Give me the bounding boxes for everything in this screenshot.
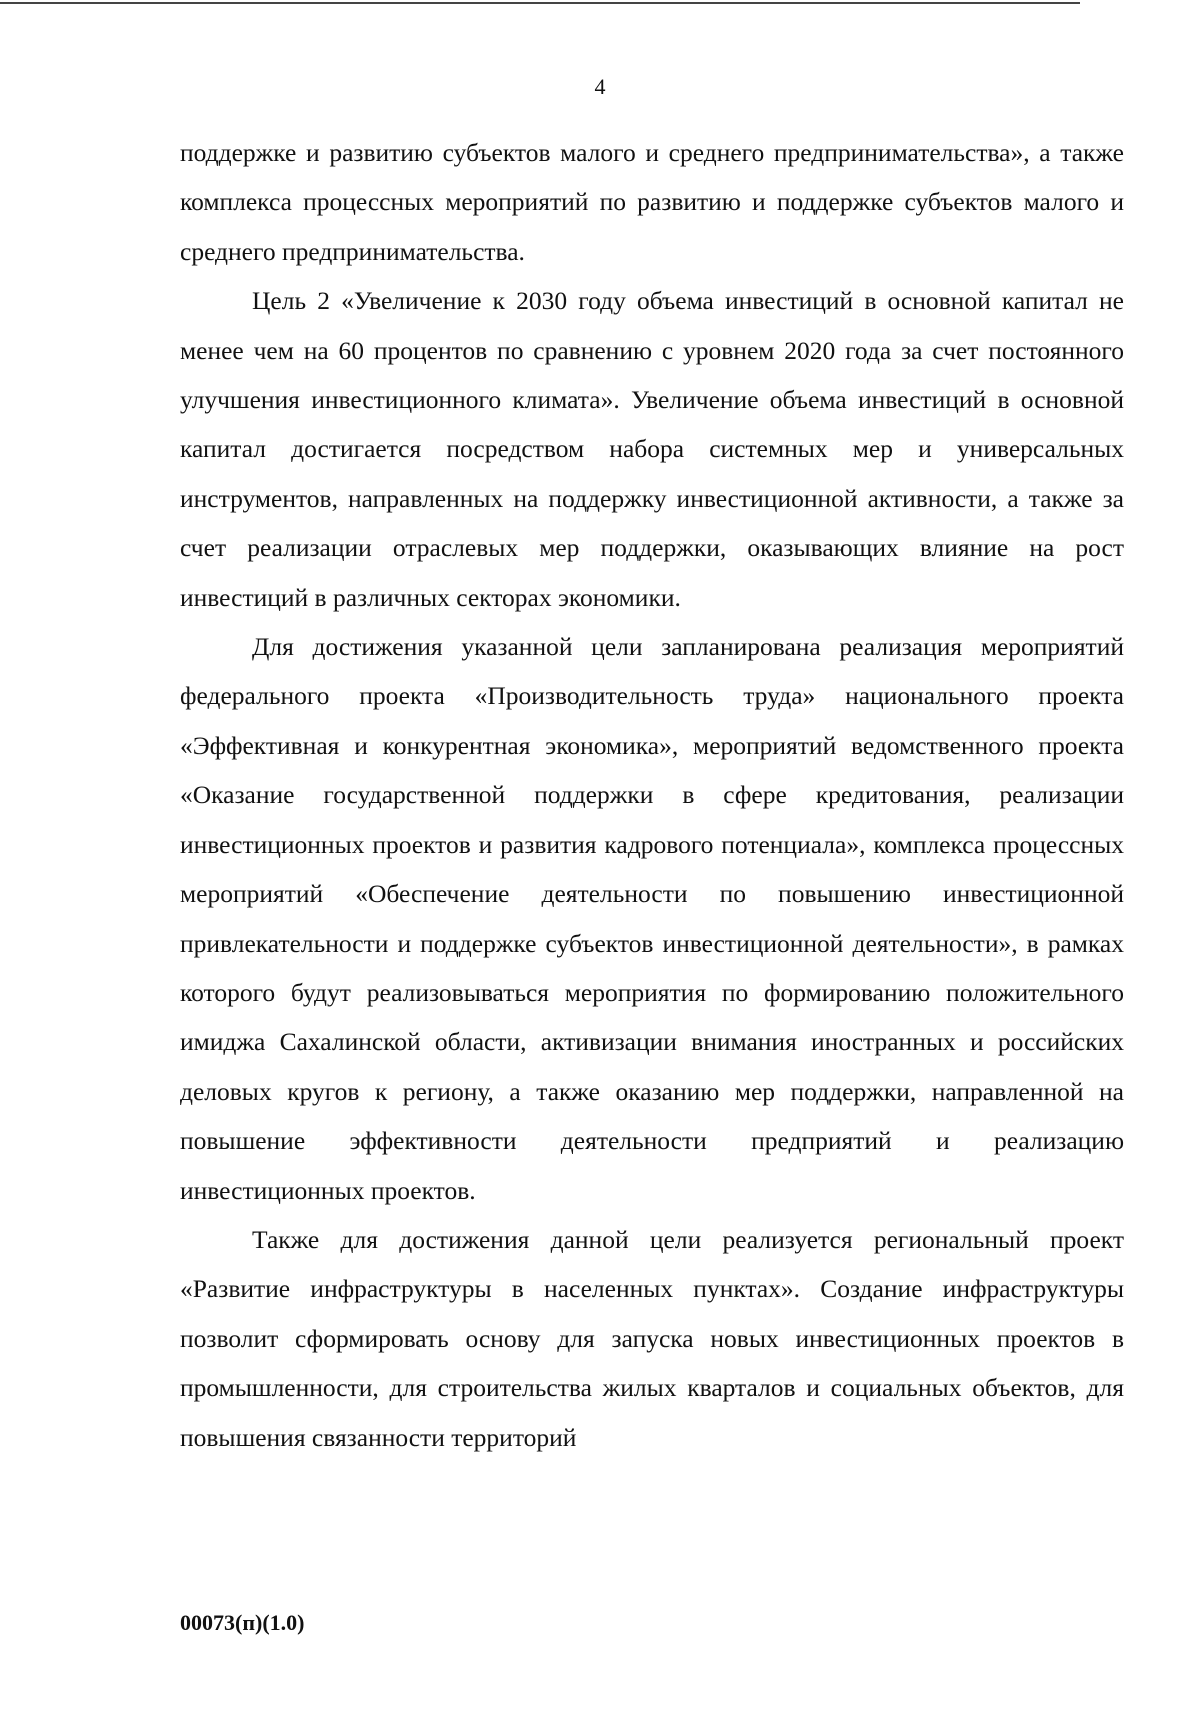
top-border-line (0, 2, 1080, 4)
document-body (180, 128, 1124, 1462)
paragraph-2: Цель 2 «Увеличение к 2030 году объема инвестиций в основной капитал не менее чем на 60 процентов по сравнению с уровнем 2020 года за счет постоянного улучшения инвестиционного климата». Увеличение объема инвестиций в основной капитал достигается посредством набора системных мер и универсальных инструментов, направленных на поддержку инвестиционной активности, а также за счет реализации отраслевых мер поддержки, оказывающих влияние на рост инвестиций в различных секторах экономики. (180, 286, 1124, 612)
page-number: 4 (594, 74, 606, 99)
paragraph-3: Для достижения указанной цели запланирована реализация мероприятий федерального проекта «Производительность труда» национального проекта «Эффективная и конкурентная экономика», мероприятий ведомственного проекта «Оказание государственной поддержки в сфере кредитования, реализации инвестиционных проектов и развития кадрового потенциала», комплекса процессных мероприятий «Обеспечение деятельности по повышению инвестиционной привлекательности и поддержке субъектов инвестиционной деятельности», в рамках которого будут реализовываться мероприятия по формированию положительного имиджа Сахалинской области, активизации внимания иностранных и российских деловых кругов к региону, а также оказанию мер поддержки, направленной на повышение эффективности деятельности предприятий и реализацию инвестиционных проектов. (180, 632, 1124, 1205)
paragraph-4: Также для достижения данной цели реализуется региональный проект «Развитие инфраструктуры в населенных пунктах». Создание инфраструктуры позволит сформировать основу для запуска новых инвестиционных проектов в промышленности, для строительства жилых кварталов и социальных объектов, для повышения связанности территорий (180, 1224, 1124, 1452)
document-code: 00073(п)(1.0) (180, 1610, 305, 1635)
paragraph-1: поддержке и развитию субъектов малого и среднего предпринимательства», а также комплекса процессных мероприятий по развитию и поддержке субъектов малого и среднего предпринимательства. (180, 138, 1124, 266)
